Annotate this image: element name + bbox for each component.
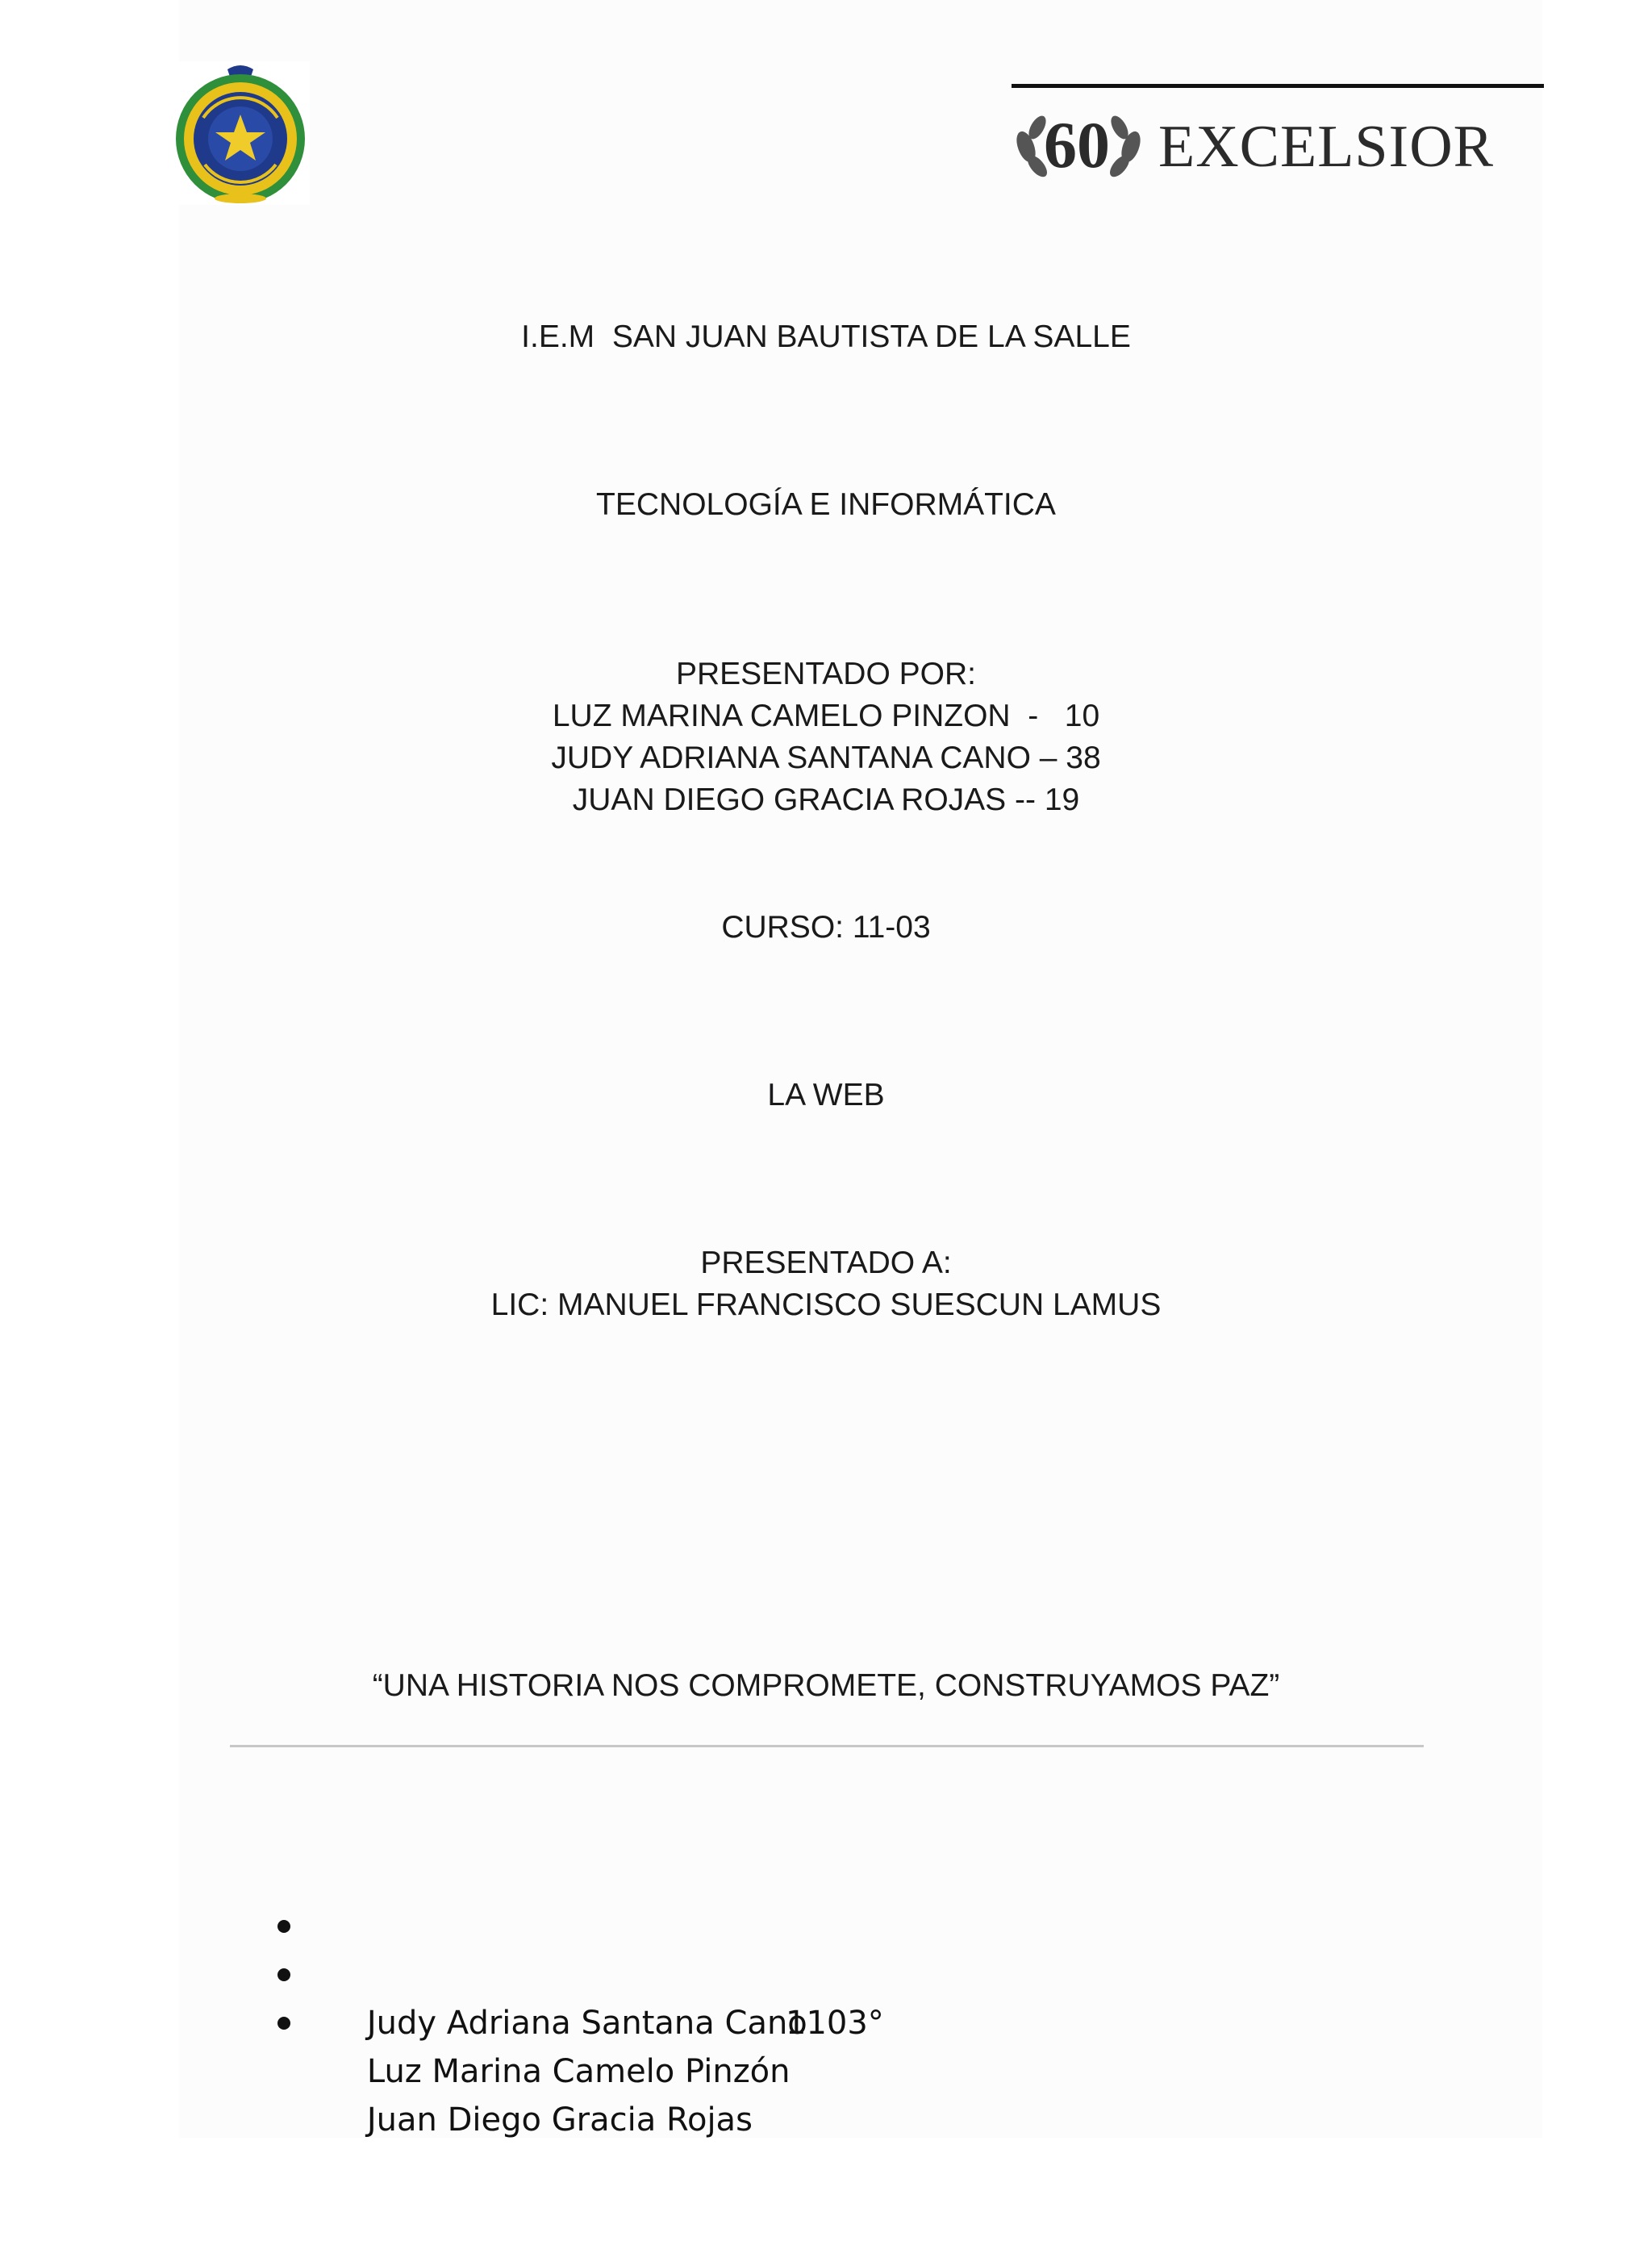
excelsior-60-logo	[1010, 82, 1546, 187]
subject-name: TECNOLOGÍA E INFORMÁTICA	[596, 487, 1056, 522]
student-line-3: JUAN DIEGO GRACIA ROJAS -- 19	[572, 782, 1080, 817]
presented-to-label: PRESENTADO A:	[700, 1246, 952, 1280]
school-crest-icon	[171, 61, 310, 205]
member-course: 1103°	[786, 2005, 884, 2042]
member-list	[274, 1902, 884, 2139]
student-line-1: LUZ MARINA CAMELO PINZON - 10	[552, 699, 1100, 733]
logo-wordmark: EXCELSIOR	[1158, 114, 1494, 180]
member-name: Juan Diego Gracia Rojas	[366, 2101, 753, 2139]
motto: “UNA HISTORIA NOS COMPROMETE, CONSTRUYAMOS PAZ”	[372, 1668, 1280, 1703]
bullet-icon	[277, 2017, 290, 2030]
institution-name: I.E.M SAN JUAN BAUTISTA DE LA SALLE	[521, 319, 1131, 354]
member-name: Judy Adriana Santana Cano	[366, 2005, 807, 2042]
member-name: Luz Marina Camelo Pinzón	[366, 2053, 791, 2090]
student-line-2: JUDY ADRIANA SANTANA CANO – 38	[551, 741, 1101, 775]
horizontal-divider	[230, 1745, 1424, 1747]
teacher-name: LIC: MANUEL FRANCISCO SUESCUN LAMUS	[490, 1287, 1162, 1322]
logo-numeral: 60	[1044, 108, 1110, 182]
list-item	[274, 1902, 807, 2042]
presented-by-label: PRESENTADO POR:	[675, 657, 976, 691]
bullet-icon	[277, 1920, 290, 1933]
logo-top-rule	[1012, 84, 1544, 88]
school-crest-logo	[171, 61, 310, 205]
topic-title: LA WEB	[767, 1078, 885, 1112]
bullet-icon	[277, 1968, 290, 1981]
course-line: CURSO: 11-03	[721, 910, 931, 945]
